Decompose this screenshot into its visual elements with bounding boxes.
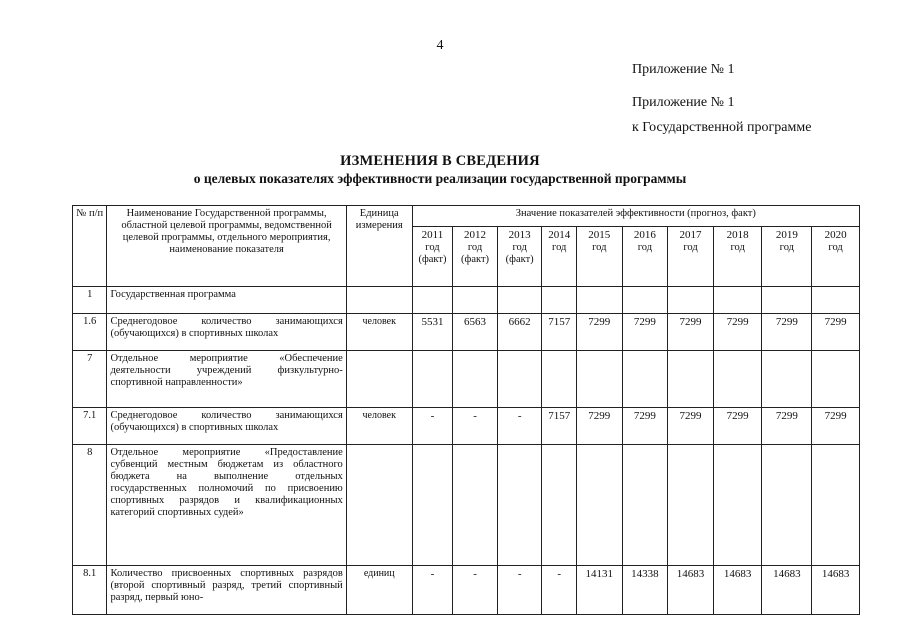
- row-value: 7299: [812, 314, 860, 351]
- row-value: 14131: [576, 566, 622, 615]
- document-subtitle: о целевых показателях эффективности реализации государственной программы: [193, 171, 687, 186]
- header-year-sub: год: [592, 241, 607, 253]
- table-row: [73, 445, 860, 566]
- row-value: -: [412, 408, 453, 445]
- row-value: 14683: [668, 566, 714, 615]
- row-value: 14338: [622, 566, 668, 615]
- header-year-year: 2011: [421, 229, 444, 241]
- row-name: Среднегодовое количество занимающихся (обучающихся) в спортивных школах: [107, 408, 346, 445]
- header-year-year: 2017: [679, 229, 702, 241]
- header-num: № п/п: [73, 206, 107, 287]
- header-year: [713, 227, 762, 287]
- row-value: 7299: [668, 314, 714, 351]
- row-value: [576, 351, 622, 408]
- row-value: [762, 287, 812, 314]
- header-year: [497, 227, 542, 287]
- header-year-year: 2014: [548, 229, 571, 241]
- header-year-sub: год: [683, 241, 698, 253]
- row-num: 1.6: [73, 314, 107, 351]
- header-year-sub: год: [552, 241, 567, 253]
- header-year-note: (факт): [505, 253, 534, 265]
- row-value: [812, 445, 860, 566]
- header-year-note: (факт): [461, 253, 490, 265]
- row-value: [576, 287, 622, 314]
- header-year-sub: год: [730, 241, 745, 253]
- header-year-year: 2020: [824, 229, 847, 241]
- table-row: [73, 287, 860, 314]
- header-year: [576, 227, 622, 287]
- row-value: 14683: [713, 566, 762, 615]
- row-value: [453, 445, 498, 566]
- row-num: 1: [73, 287, 107, 314]
- header-year-sub: год: [425, 241, 440, 253]
- header-name: Наименование Государственной программы, областной целевой программы, ведомственной целевой программы, отдельного мероприятия, наименование показателя: [107, 206, 346, 287]
- row-value: [668, 287, 714, 314]
- row-value: 7299: [713, 408, 762, 445]
- row-value: [576, 445, 622, 566]
- row-value: [497, 445, 542, 566]
- row-unit: человек: [346, 408, 412, 445]
- header-unit: Единица измерения: [346, 206, 412, 287]
- row-value: 7299: [576, 314, 622, 351]
- row-value: -: [497, 408, 542, 445]
- header-year-year: 2016: [633, 229, 656, 241]
- row-value: 7299: [713, 314, 762, 351]
- header-year: [542, 227, 576, 287]
- row-value: [497, 287, 542, 314]
- row-name: Отдельное мероприятие «Обеспечение деятельности учреждений физкультурно-спортивной направленности»: [107, 351, 346, 408]
- row-value: 7299: [668, 408, 714, 445]
- row-name: Отдельное мероприятие «Предоставление субвенций местным бюджетам из областного бюджета на выполнение отдельных государственных полномочий по присвоению спортивных разрядов и квалификационных категорий спортивных судей»: [107, 445, 346, 566]
- row-value: [713, 351, 762, 408]
- header-year-sub: год: [828, 241, 843, 253]
- header-year: [812, 227, 860, 287]
- row-value: -: [453, 566, 498, 615]
- row-value: [812, 351, 860, 408]
- table-row: [73, 314, 860, 351]
- row-value: [812, 287, 860, 314]
- row-value: 5531: [412, 314, 453, 351]
- table-row: [73, 351, 860, 408]
- table-row: [73, 566, 860, 615]
- row-num: 8.1: [73, 566, 107, 615]
- row-unit: единиц: [346, 566, 412, 615]
- row-value: [713, 287, 762, 314]
- row-value: [542, 351, 576, 408]
- row-value: [412, 445, 453, 566]
- row-value: [713, 445, 762, 566]
- row-value: [622, 287, 668, 314]
- row-value: 7299: [762, 314, 812, 351]
- row-value: 7157: [542, 314, 576, 351]
- row-unit: [346, 445, 412, 566]
- header-year-sub: год: [512, 241, 527, 253]
- row-value: [412, 287, 453, 314]
- row-value: -: [542, 566, 576, 615]
- row-value: [453, 351, 498, 408]
- row-value: -: [497, 566, 542, 615]
- appendix-program-ref: к Государственной программе: [632, 120, 812, 135]
- row-unit: [346, 351, 412, 408]
- document-title: ИЗМЕНЕНИЯ В СВЕДЕНИЯ: [340, 153, 540, 169]
- indicators-table: [72, 205, 860, 615]
- header-year-year: 2012: [464, 229, 487, 241]
- row-value: [412, 351, 453, 408]
- row-value: 7299: [812, 408, 860, 445]
- row-value: -: [412, 566, 453, 615]
- row-value: [542, 287, 576, 314]
- header-year: [412, 227, 453, 287]
- row-value: 14683: [812, 566, 860, 615]
- row-value: [668, 445, 714, 566]
- header-year-year: 2019: [775, 229, 798, 241]
- row-value: -: [453, 408, 498, 445]
- row-num: 7: [73, 351, 107, 408]
- row-num: 8: [73, 445, 107, 566]
- header-year: [762, 227, 812, 287]
- row-unit: [346, 287, 412, 314]
- table-header-row: [73, 206, 860, 227]
- row-value: [622, 445, 668, 566]
- row-value: 7299: [576, 408, 622, 445]
- appendix-label: Приложение № 1: [632, 62, 735, 77]
- row-value: 7157: [542, 408, 576, 445]
- row-value: 14683: [762, 566, 812, 615]
- header-year-year: 2015: [588, 229, 611, 241]
- row-value: 6563: [453, 314, 498, 351]
- header-year: [453, 227, 498, 287]
- row-value: 7299: [622, 314, 668, 351]
- page-number: 4: [436, 38, 444, 53]
- header-year-sub: год: [637, 241, 653, 253]
- header-year-sub: год: [779, 241, 794, 253]
- header-year-year: 2018: [726, 229, 749, 241]
- row-value: [762, 351, 812, 408]
- header-year-year: 2013: [508, 229, 531, 241]
- row-value: [497, 351, 542, 408]
- header-year-note: (факт): [418, 253, 447, 265]
- row-unit: человек: [346, 314, 412, 351]
- row-name: Количество присвоенных спортивных разрядов (второй спортивный разряд, третий спортивный разряд, первый юно-: [107, 566, 346, 615]
- header-year: [622, 227, 668, 287]
- row-value: [542, 445, 576, 566]
- row-num: 7.1: [73, 408, 107, 445]
- table-row: [73, 408, 860, 445]
- appendix-label-repeat: Приложение № 1: [632, 95, 735, 110]
- row-value: 7299: [622, 408, 668, 445]
- row-name: Государственная программа: [107, 287, 346, 314]
- row-value: 6662: [497, 314, 542, 351]
- row-value: 7299: [762, 408, 812, 445]
- row-value: [668, 351, 714, 408]
- header-values: Значение показателей эффективности (прогноз, факт): [412, 206, 859, 227]
- row-name: Среднегодовое количество занимающихся (обучающихся) в спортивных школах: [107, 314, 346, 351]
- row-value: [453, 287, 498, 314]
- row-value: [762, 445, 812, 566]
- header-year: [668, 227, 714, 287]
- row-value: [622, 351, 668, 408]
- header-year-sub: год: [467, 241, 483, 253]
